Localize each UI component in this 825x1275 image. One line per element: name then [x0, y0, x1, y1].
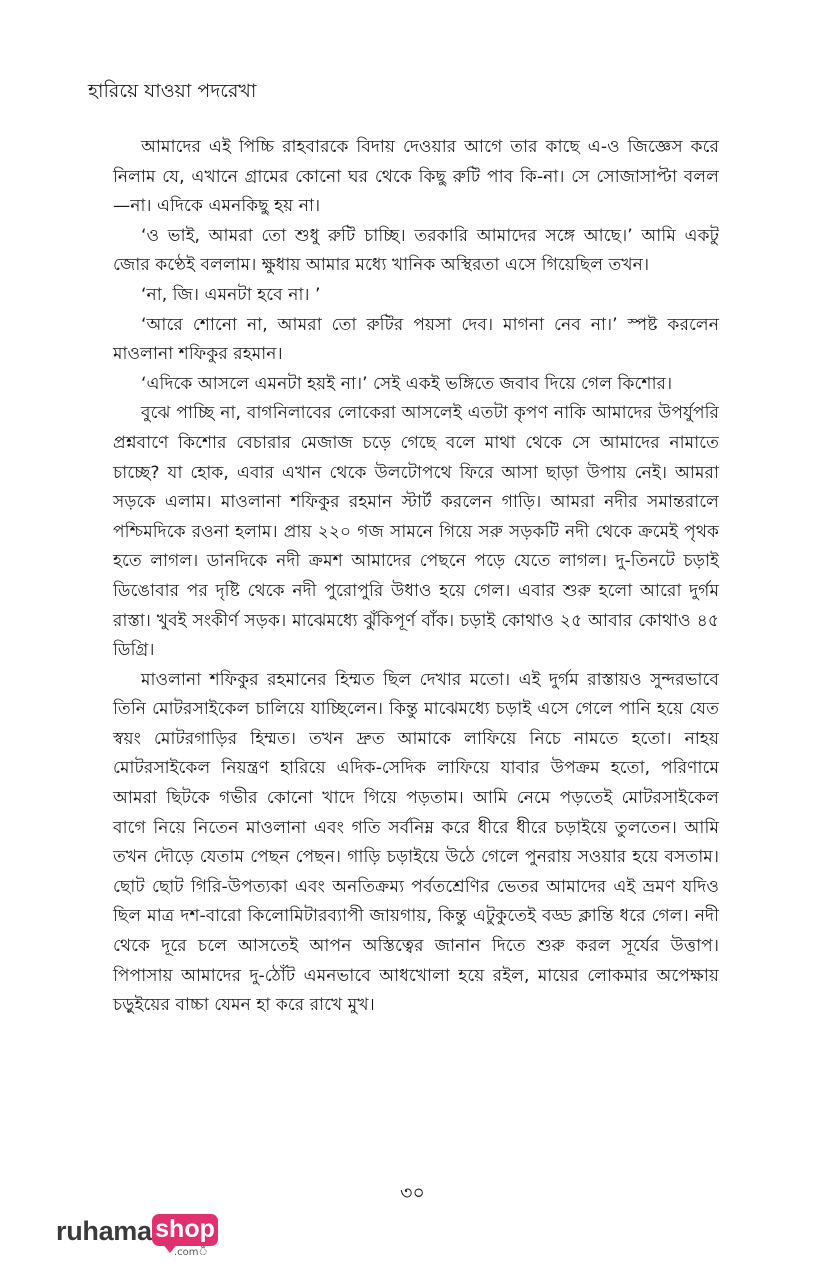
paragraph: মাওলানা শফিকুর রহমানের হিম্মত ছিল দেখার মতো। এই দুর্গম রাস্তায়ও সুন্দরভাবে তিনি মোটরসাইকেল চালিয়ে যাচ্ছিলেন। কিন্তু মাঝেমধ্যে চড়াই এসে গেলে পানি হয়ে যেত স্বয়ং মোটরগাড়ির হিম্মত। তখন দ্রুত আমাকে লাফিয়ে নিচে নামতে হতো। নাহয় মোটরসাইকেল নিয়ন্ত্রণ হারিয়ে এদিক-সেদিক লাফিয়ে যাবার উপক্রম হতো, পরিণামে আমরা ছিটকে গভীর কোনো খাদে গিয়ে পড়তাম। আমি নেমে পড়তেই মোটরসাইকেল বাগে নিয়ে নিতেন মাওলানা এবং গতি সর্বনিম্ন করে ধীরে ধীরে চড়াইয়ে তুলতেন। আমি তখন দৌড়ে যেতাম পেছন পেছন। গাড়ি চড়াইয়ে উঠে গেলে পুনরায় সওয়ার হয়ে বসতাম। ছোট ছোট গিরি-উপত্যকা এবং অনতিক্রম্য পর্বতশ্রেণির ভেতর আমাদের এই ভ্রমণ যদিও ছিল মাত্র দশ-বারো কিলোমিটারব্যাপী জায়গায়, কিন্তু এটুকুতেই বড্ড ক্লান্তি ধরে গেল। নদী থেকে দূরে চলে আসতেই আপন অস্তিত্বের জানান দিতে শুরু করল সূর্যের উত্তাপ। পিপাসায় আমাদের দু-ঠোঁট এমনভাবে আধখোলা হয়ে রইল, মায়ের লোকমার অপেক্ষায় চড়ুইয়ের বাচ্চা যেমন হা করে রাখে মুখ। — [113, 669, 719, 1016]
paragraph: বুঝে পাচ্ছি না, বাগনিলাবের লোকেরা আসলেই এতটা কৃপণ নাকি আমাদের উপর্যুপরি প্রশ্নবাণে কিশোর বেচারার মেজাজ চড়ে গেছে বলে মাথা থেকে সে আমাদের নামাতে চাচ্ছে? যা হোক, এবার এখান থেকে উলটোপথে ফিরে আসা ছাড়া উপায় নেই। আমরা সড়কে এলাম। মাওলানা শফিকুর রহমান স্টার্ট করলেন গাড়ি। আমরা নদীর সমান্তরালে পশ্চিমদিকে রওনা হলাম। প্রায় ২২০ গজ সামনে গিয়ে সরু সড়কটি নদী থেকে ক্রমেই পৃথক হতে লাগল। ডানদিকে নদী ক্রমশ আমাদের পেছনে পড়ে যেতে লাগল। দু-তিনটে চড়াই ডিঙোবার পর দৃষ্টি থেকে নদী পুরোপুরি উধাও হয়ে গেল। এবার শুরু হলো আরো দুর্গম রাস্তা। খুবই সংকীর্ণ সড়ক। মাঝেমধ্যে ঝুঁকিপূর্ণ বাঁক। চড়াই কোথাও ২৫ আবার কোথাও ৪৫ ডিগ্রি। — [113, 403, 719, 661]
running-header: হারিয়ে যাওয়া পদরেখা — [88, 80, 257, 102]
paragraph: ‘এদিকে আসলে এমনটা হয়ই না।’ সেই একই ভঙ্গিতে জবাব দিয়ে গেল কিশোর। — [141, 373, 673, 394]
ruhama-shop-logo — [56, 1212, 256, 1272]
page-number: ৩০ — [400, 1182, 425, 1204]
body-text — [113, 133, 719, 1021]
paragraph: ‘আরে শোনো না, আমরা তো রুটির পয়সা দেব। মাগনা নেব না।’ স্পষ্ট করলেন মাওলানা শফিকুর রহমান। — [113, 314, 719, 365]
paragraph: ‘না, জি। এমনটা হবে না। ’ — [141, 284, 321, 305]
paragraph: আমাদের এই পিচ্চি রাহবারকে বিদায় দেওয়ার আগে তার কাছে এ-ও জিজ্ঞেস করে নিলাম যে, এখানে গ্রামের কোনো ঘর থেকে কিছু রুটি পাব কি-না। সে সোজাসাপ্টা বলল—না। এদিকে এমনকিছু হয় না। — [113, 137, 719, 217]
logo-wordmark: ruhama — [56, 1216, 152, 1246]
logo-badge — [152, 1214, 218, 1246]
logo-badge-text: shop — [155, 1215, 215, 1243]
logo-domain: .comঁঁ — [174, 1247, 208, 1258]
paragraph: ‘ও ভাই, আমরা তো শুধু রুটি চাচ্ছি। তরকারি আমাদের সঙ্গে আছে।’ আমি একটু জোর কণ্ঠেই বললাম। ক্ষুধায় আমার মধ্যে খানিক অস্থিরতা এসে গিয়েছিল তখন। — [113, 225, 719, 276]
